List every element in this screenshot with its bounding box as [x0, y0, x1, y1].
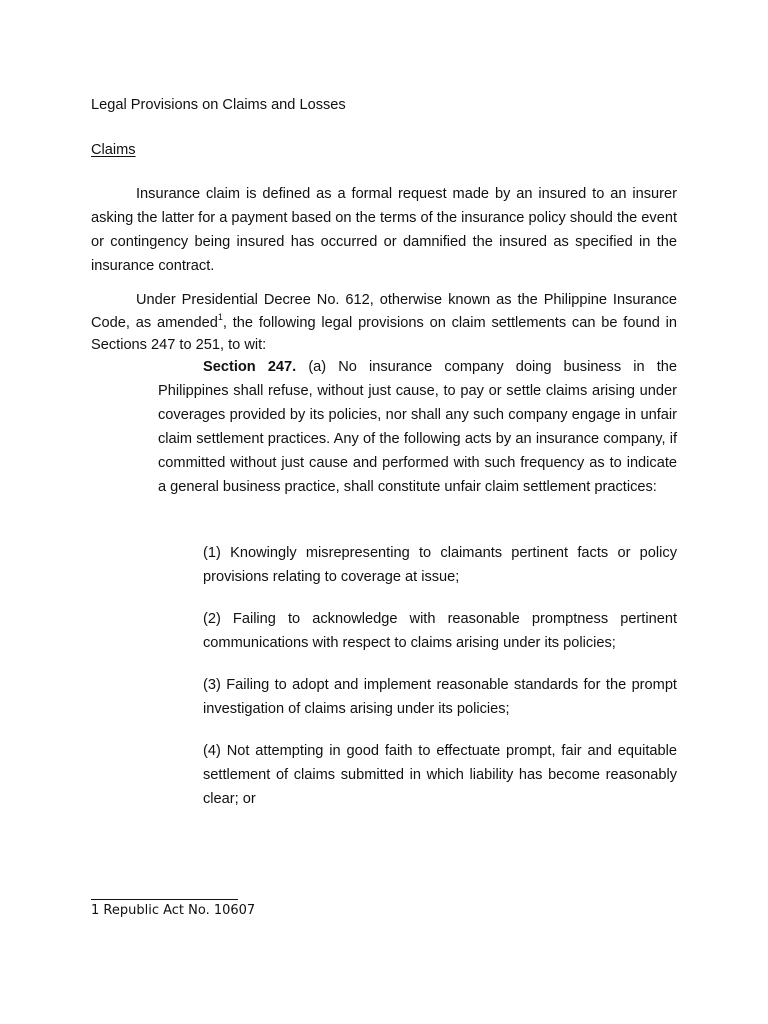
- list-item: (3) Failing to adopt and implement reasonable standards for the prompt investigation of claims arising under its policies;: [203, 677, 677, 717]
- paragraph-text-before-ref: Under Presidential Decree No. 612, otherwise known as the Philippine Insurance Code, as amended: [91, 292, 677, 331]
- section-247-text: (a) No insurance company doing business in the Philippines shall refuse, without just cause, to pay or settle claims arising under coverages provided by its policies, nor shall any such company engage in unfair claim settlement practices. Any of the following acts by an insurance company, if committed without just cause and performed with such frequency as to indicate a general business practice, shall constitute unfair claim settlement practices:: [158, 359, 677, 495]
- section-heading-claims: Claims: [91, 142, 136, 158]
- list-item: (2) Failing to acknowledge with reasonable promptness pertinent communications with respect to claims arising under its policies;: [203, 611, 677, 651]
- paragraph-text-after-ref: , the following legal provisions on claim settlements can be found in Sections 247 to 251, to wit:: [91, 314, 678, 353]
- paragraph-presidential-decree: [91, 289, 677, 357]
- footnote: 1 Republic Act No. 10607: [91, 903, 256, 918]
- footnote-divider: [91, 899, 238, 900]
- footnote-reference: 1: [217, 311, 223, 322]
- list-item: (1) Knowingly misrepresenting to claimants pertinent facts or policy provisions relating to coverage at issue;: [203, 545, 677, 585]
- section-247-block: [158, 355, 677, 499]
- section-247-label: Section 247.: [203, 359, 297, 375]
- document-title: Legal Provisions on Claims and Losses: [91, 97, 346, 113]
- paragraph-claim-definition: Insurance claim is defined as a formal request made by an insured to an insurer asking the latter for a payment based on the terms of the insurance policy should the event or contingency being insured has occurred or damnified the insured as specified in the insurance contract.: [91, 186, 677, 274]
- list-item: (4) Not attempting in good faith to effectuate prompt, fair and equitable settlement of claims submitted in which liability has become reasonably clear; or: [203, 743, 677, 807]
